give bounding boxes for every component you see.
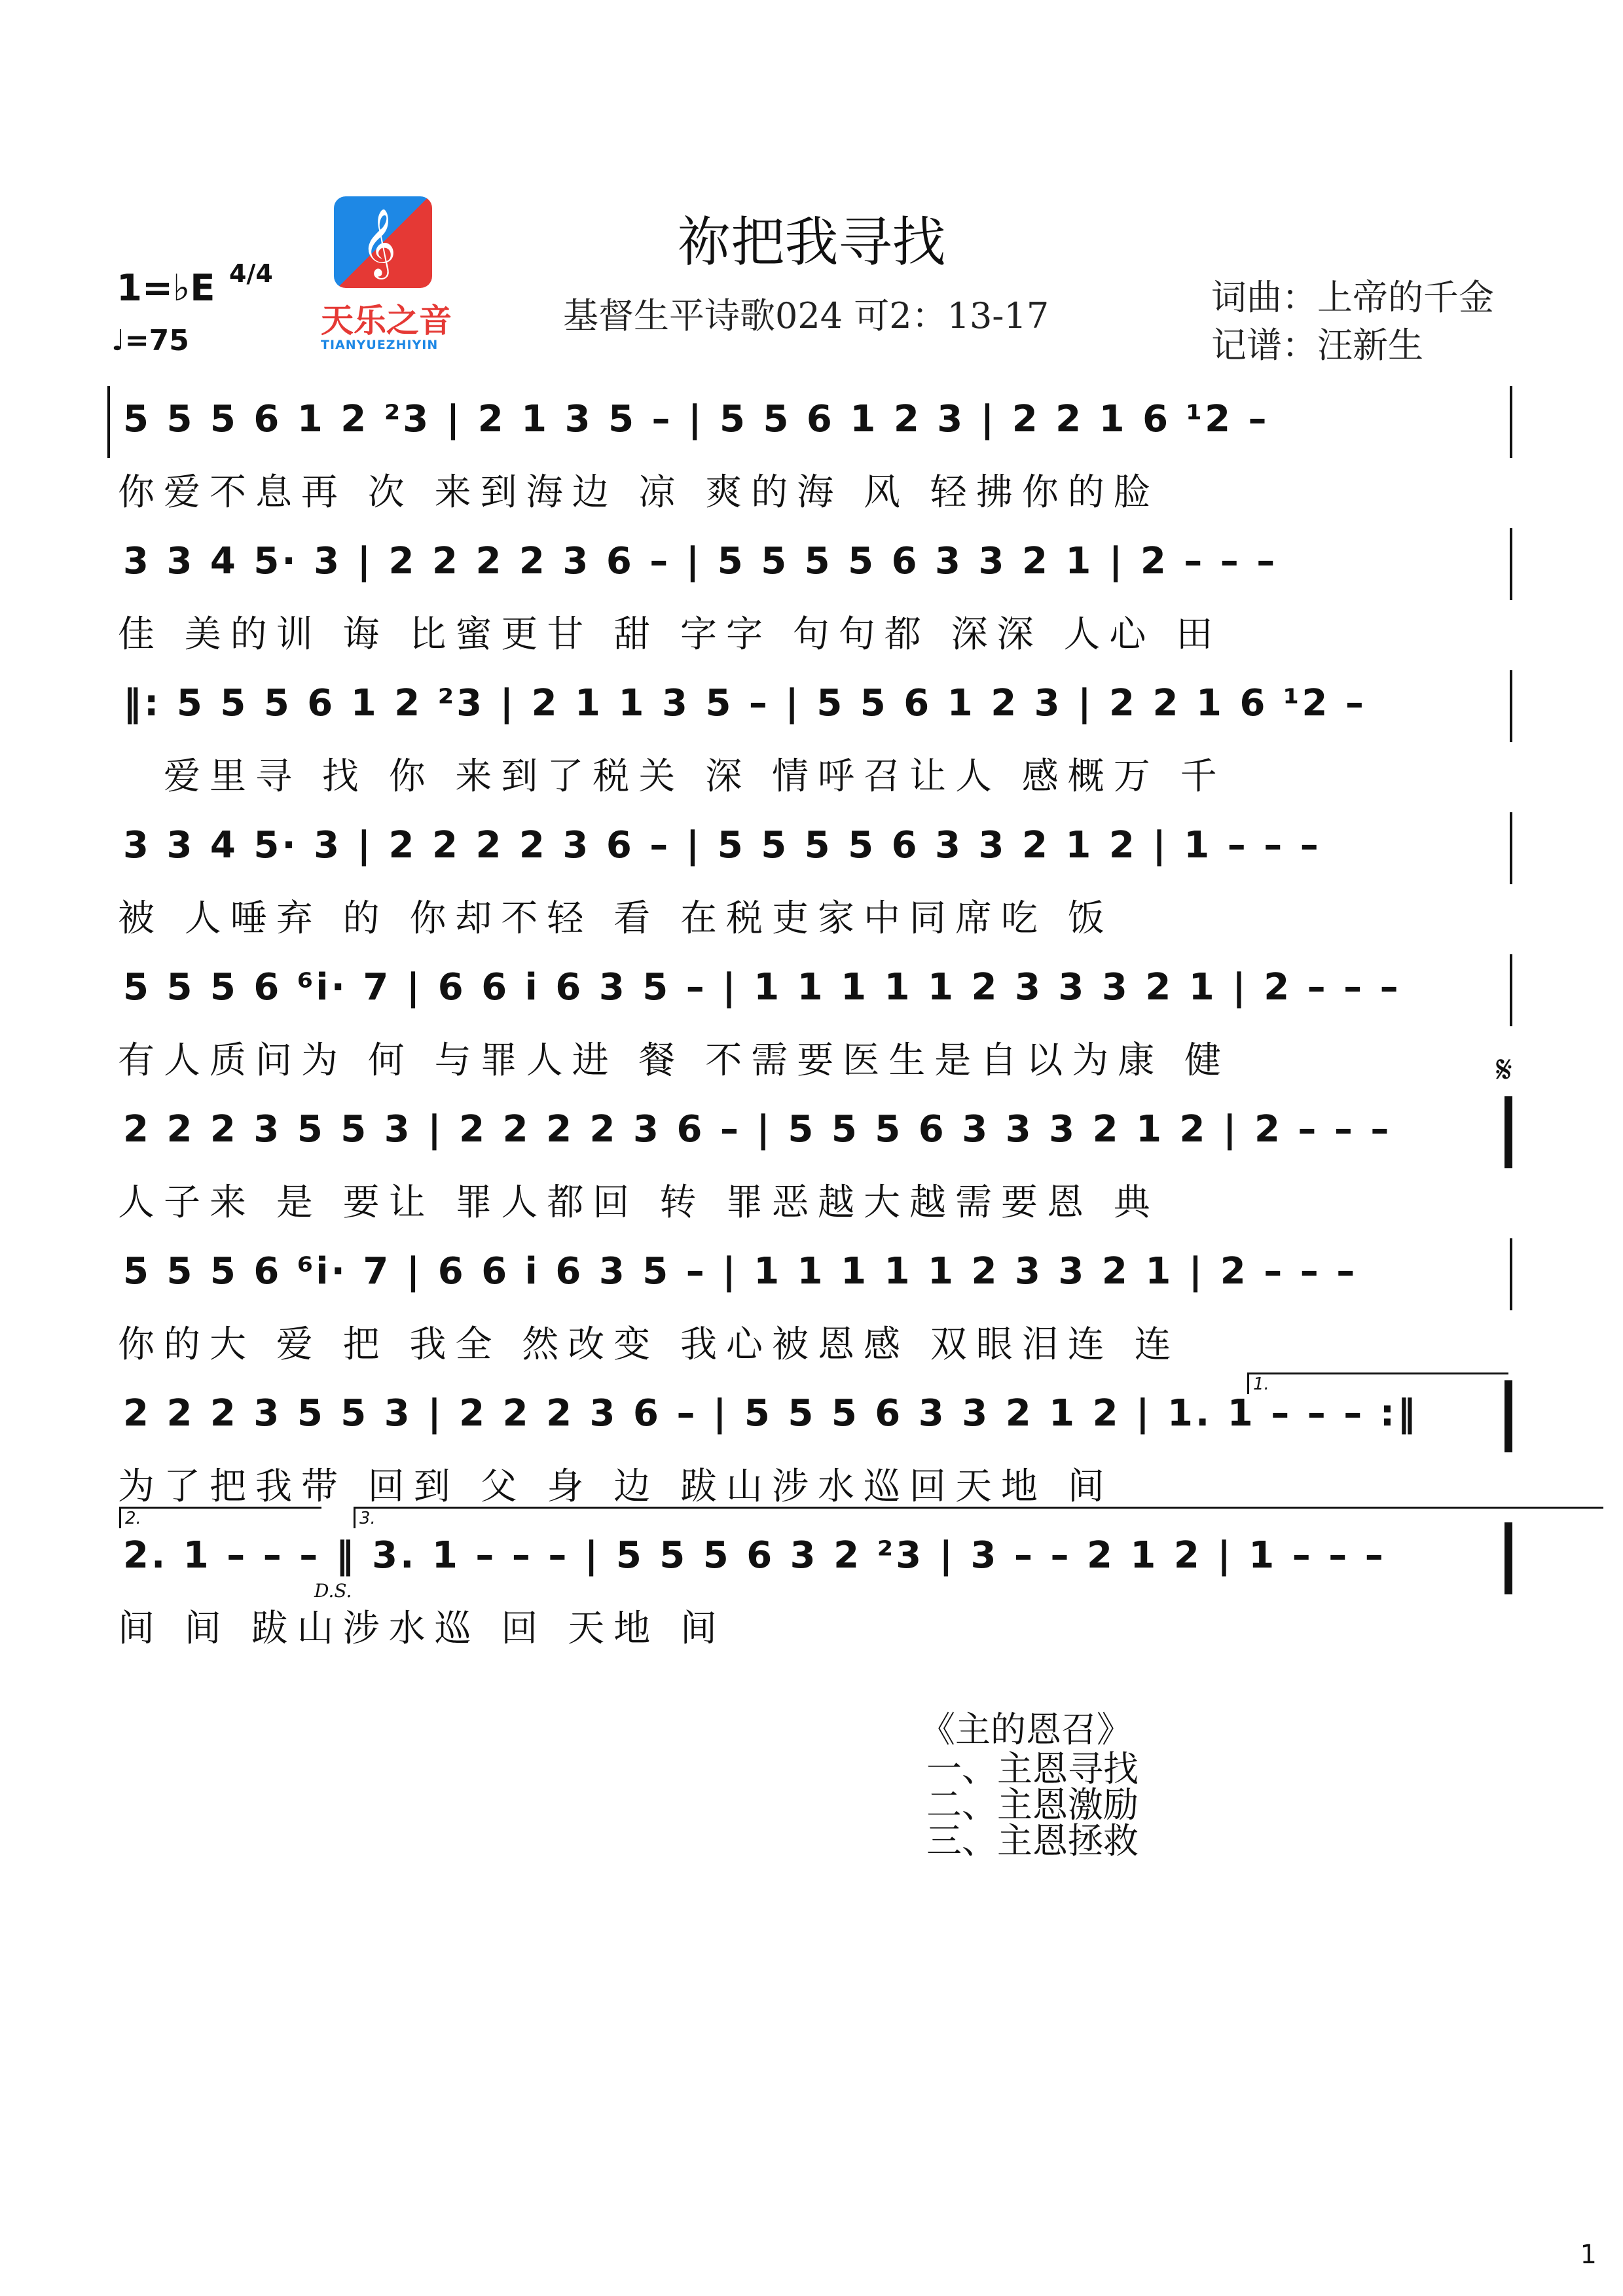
notation-line <box>111 670 1512 749</box>
lyricist-credit: 词曲：上帝的千金 <box>1211 277 1494 318</box>
lyrics-line: 为了把我带 回到 父 身 边 跋山涉水巡回天地 间 <box>118 1465 1114 1508</box>
transcriber-credit: 记谱：汪新生 <box>1211 325 1423 366</box>
song-title: 祢把我寻找 <box>677 211 946 274</box>
volta-bracket-3: 3. <box>354 1507 1603 1528</box>
repeat-end-barline <box>1504 1380 1512 1452</box>
lyrics-line: 间 间 跋山涉水巡 回 天地 间 <box>118 1607 727 1650</box>
barline <box>1510 1238 1512 1310</box>
tempo-marking: ♩=75 <box>111 324 189 357</box>
double-barline <box>1504 1096 1512 1168</box>
notation-line <box>111 954 1512 1033</box>
barline <box>1510 528 1512 600</box>
notation-line <box>111 1096 1512 1175</box>
series-item: 二、主恩激励 <box>926 1784 1139 1825</box>
series-item: 三、主恩拯救 <box>926 1820 1139 1861</box>
notation-text: ‖: 5 5 5 6 1 2 ²3 | 2 1 1 3 5 – | 5 5 6 1 2 3 | 2 2 1 6 ¹2 – <box>123 682 1366 725</box>
notation-text: 3 3 4 5· 3 | 2 2 2 2 3 6 – | 5 5 5 5 6 3 3 2 1 | 2 – – – <box>123 540 1278 583</box>
lyrics-line: 佳 美的训 诲 比蜜更甘 甜 字字 句句都 深深 人心 田 <box>118 613 1222 656</box>
page-number: 1 <box>1580 2240 1597 2270</box>
notation-line <box>111 1380 1512 1459</box>
logo-romanized: TIANYUEZHIYIN <box>321 338 439 352</box>
barline <box>1510 812 1512 884</box>
notation-text: 5 5 5 6 ⁶i· 7 | 6 6 i 6 3 5 – | 1 1 1 1 1 2 3 3 2 1 | 2 – – – <box>123 1250 1358 1293</box>
notation-line <box>111 812 1512 891</box>
notation-line <box>111 386 1512 465</box>
notation-text: 2. 1 – – – ‖ 3. 1 – – – | 5 5 5 6 3 2 ²3 | 3 – – 2 1 2 | 1 – – – <box>123 1534 1386 1577</box>
notation-text: 5 5 5 6 ⁶i· 7 | 6 6 i 6 3 5 – | 1 1 1 1 1 2 3 3 3 2 1 | 2 – – – <box>123 966 1401 1009</box>
final-barline <box>1504 1522 1512 1594</box>
volta-bracket-2: 2. <box>119 1507 321 1528</box>
notation-text: 5 5 5 6 1 2 ²3 | 2 1 3 5 – | 5 5 6 1 2 3 | 2 2 1 6 ¹2 – <box>123 398 1269 440</box>
key-signature: 1=♭E <box>117 267 215 310</box>
time-signature: 4/4 <box>229 259 273 288</box>
dal-segno-mark: D.S. <box>314 1580 352 1602</box>
treble-clef-icon: 𝄞 <box>361 208 397 277</box>
notation-line <box>111 1238 1512 1317</box>
notation-line <box>111 528 1512 607</box>
series-item: 一、主恩寻找 <box>926 1748 1139 1789</box>
notation-text: 3 3 4 5· 3 | 2 2 2 2 3 6 – | 5 5 5 5 6 3 3 2 1 2 | 1 – – – <box>123 824 1321 867</box>
song-subtitle: 基督生平诗歌024 可2：13-17 <box>563 295 1049 336</box>
brand-logo <box>321 196 452 359</box>
lyrics-line: 人子来 是 要让 罪人都回 转 罪恶越大越需要恩 典 <box>118 1181 1159 1224</box>
segno-icon: 𝄋 <box>1496 1047 1512 1092</box>
barline <box>1510 670 1512 742</box>
notation-text: 2 2 2 3 5 5 3 | 2 2 2 3 6 – | 5 5 5 6 3 3 2 1 2 | 1. 1 – – – :‖ <box>123 1392 1419 1435</box>
barline <box>107 386 110 458</box>
lyrics-line: 爱里寻 找 你 来到了税关 深 情呼召让人 感概万 千 <box>164 755 1226 798</box>
lyrics-line: 有人质问为 何 与罪人进 餐 不需要医生是自以为康 健 <box>118 1039 1231 1082</box>
lyrics-line: 你爱不息再 次 来到海边 凉 爽的海 风 轻拂你的脸 <box>118 471 1159 514</box>
logo-wordmark: 天乐之音 <box>321 302 452 340</box>
volta-bracket-1: 1. <box>1247 1372 1508 1394</box>
lyrics-line: 你的大 爱 把 我全 然改变 我心被恩感 双眼泪连 连 <box>118 1323 1180 1366</box>
lyrics-line: 被 人唾弃 的 你却不轻 看 在税吏家中同席吃 饭 <box>118 897 1114 940</box>
barline <box>1510 954 1512 1026</box>
notation-text: 2 2 2 3 5 5 3 | 2 2 2 2 3 6 – | 5 5 5 6 3 3 3 2 1 2 | 2 – – – <box>123 1108 1392 1151</box>
barline <box>1510 386 1512 458</box>
series-heading: 《主的恩召》 <box>920 1709 1132 1750</box>
